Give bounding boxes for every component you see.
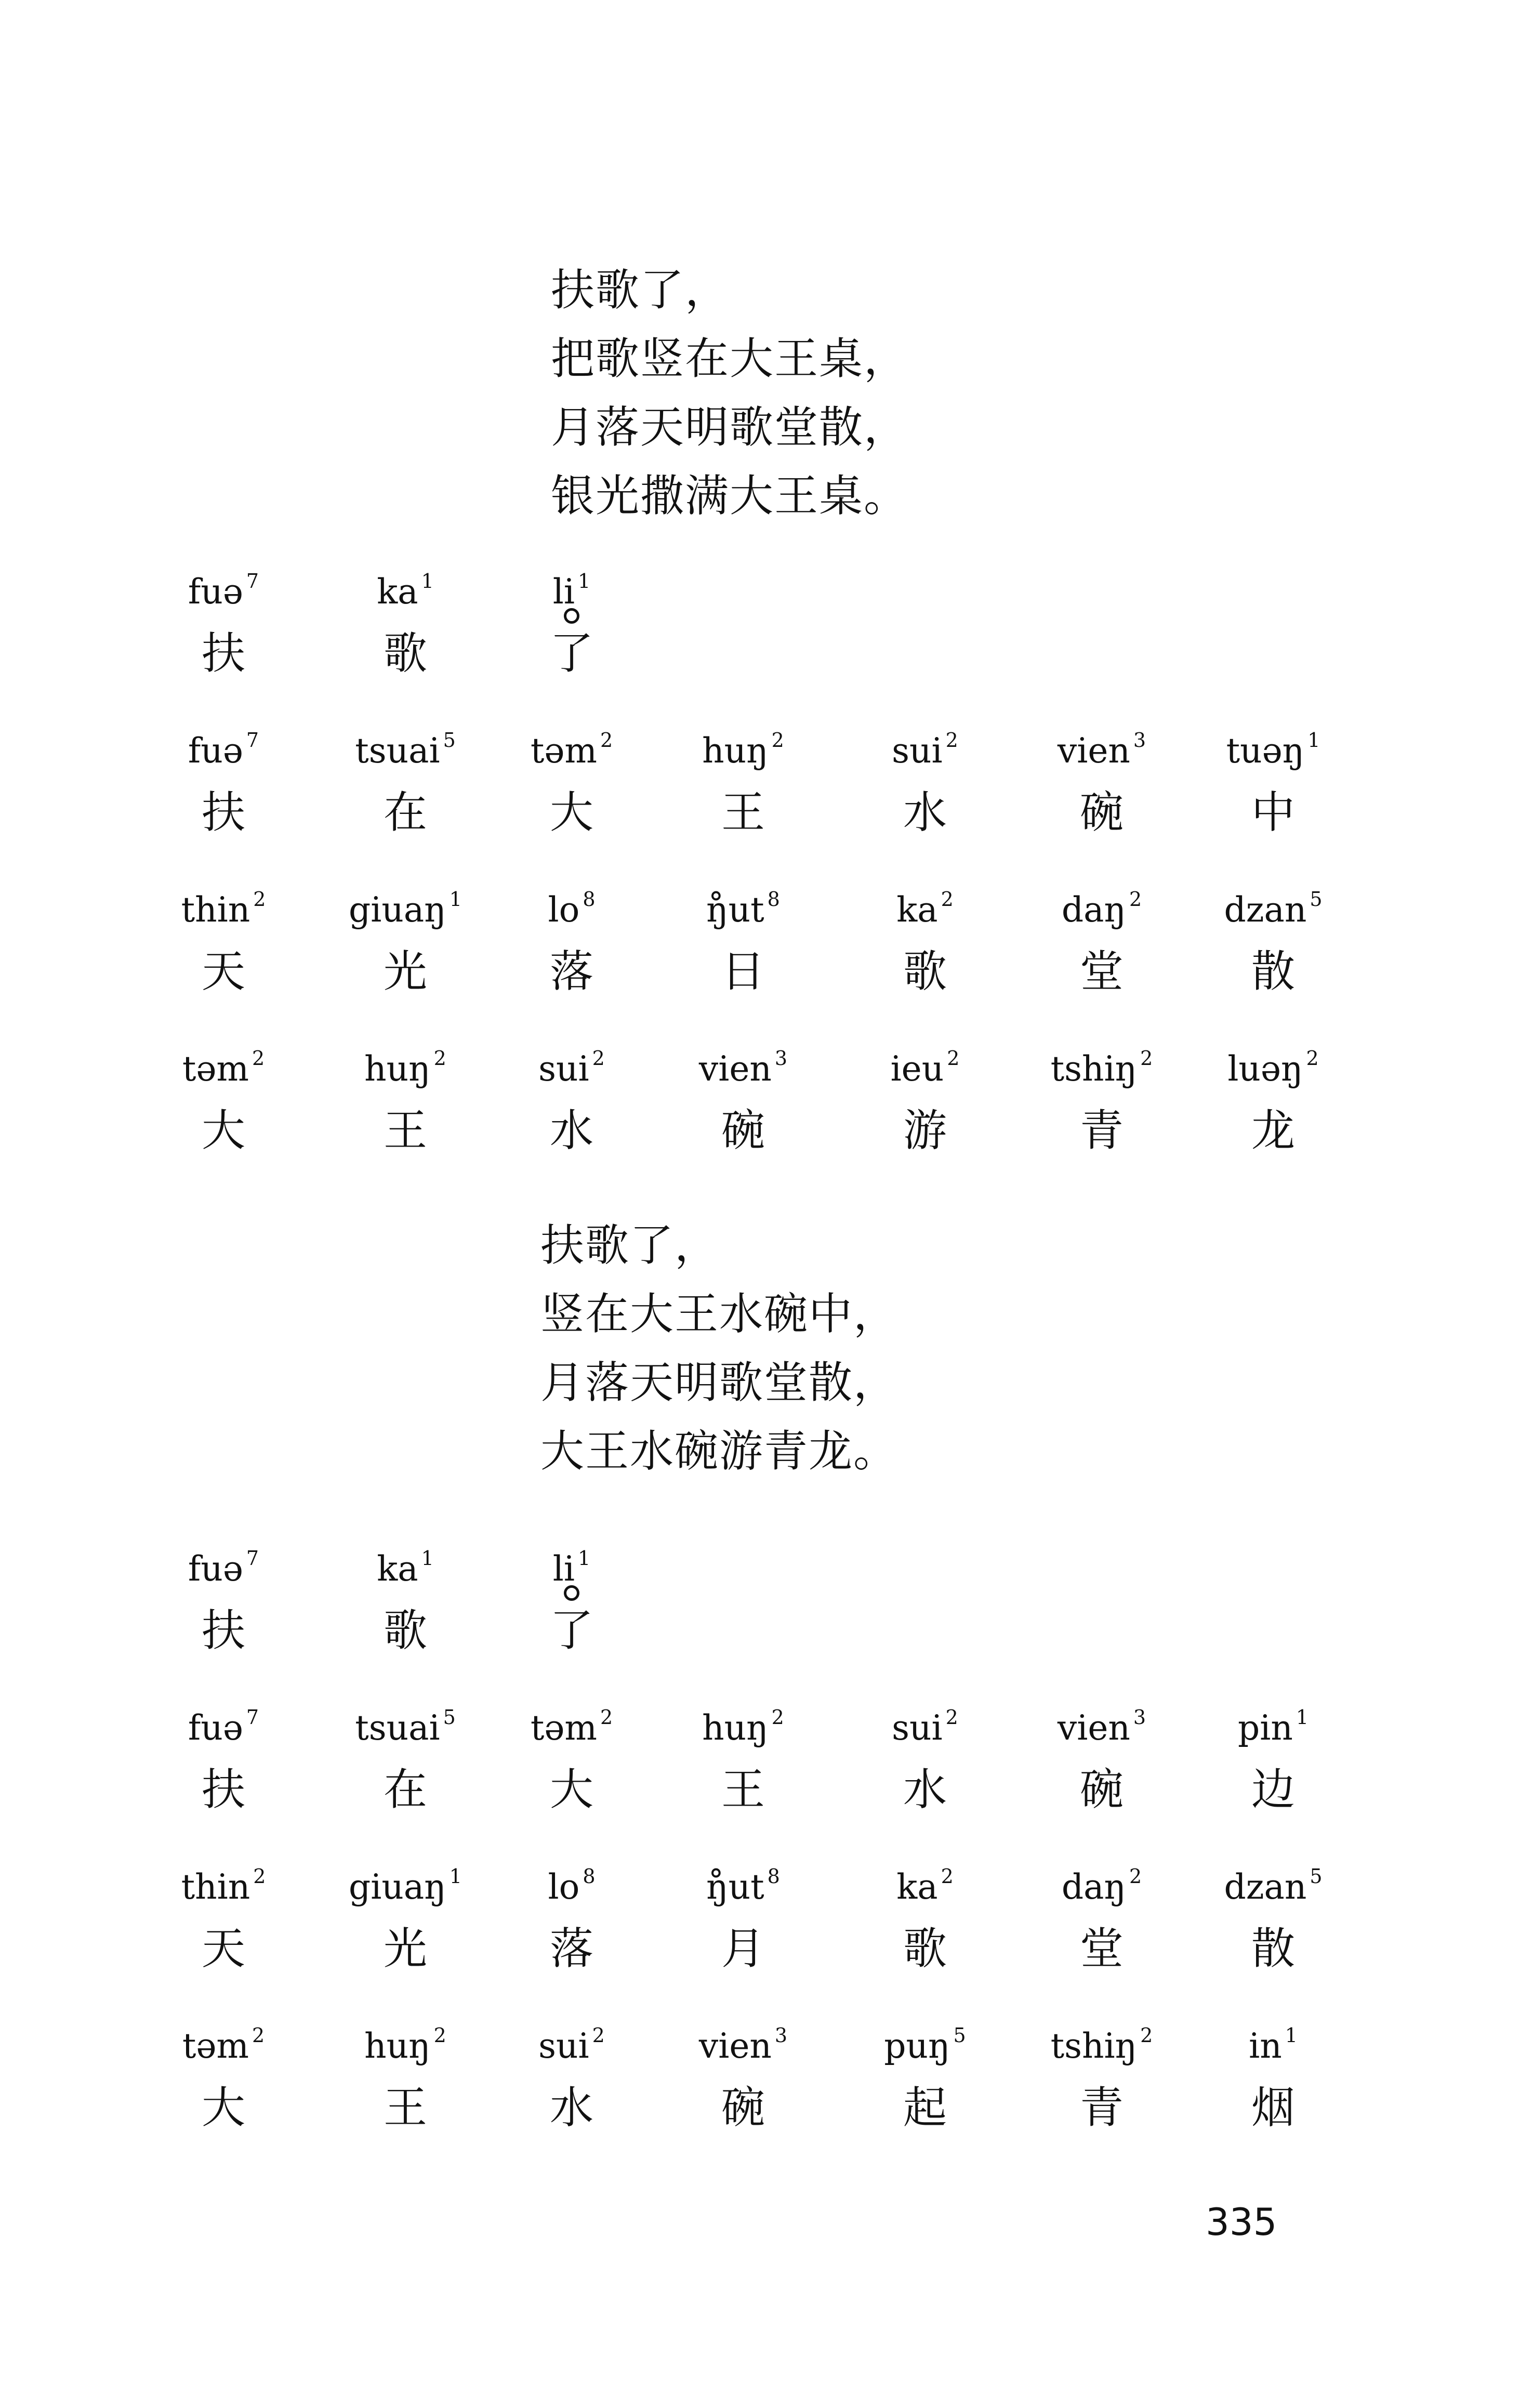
chinese-character: 碗 <box>721 2082 765 2133</box>
romanization-line <box>0 556 1533 612</box>
syllable-text: vien <box>1057 1708 1130 1748</box>
tone-number: 2 <box>1129 888 1142 911</box>
tone-number: 2 <box>600 1706 613 1729</box>
romanized-syllable <box>665 874 821 935</box>
chinese-character: 了 <box>549 628 593 679</box>
chinese-character: 堂 <box>1079 1923 1124 1974</box>
romanization-line <box>0 1533 1533 1589</box>
romanization-line <box>0 2010 1533 2066</box>
full-stop-mark <box>564 1585 579 1601</box>
syllable-text: ŋ̊ut <box>706 890 764 930</box>
chinese-character: 大 <box>201 1105 245 1156</box>
tone-number: 3 <box>774 2024 788 2047</box>
syllable-text: sui <box>892 731 943 771</box>
chinese-character: 了 <box>549 1605 593 1656</box>
character-line <box>0 1761 1533 1818</box>
romanized-syllable <box>1195 874 1351 935</box>
syllable-text: ka <box>896 890 938 930</box>
chinese-character: 起 <box>903 2082 947 2133</box>
romanization-line <box>0 874 1533 930</box>
verse-line: 月落天明歌堂散， <box>551 402 909 453</box>
romanized-syllable <box>665 1033 821 1094</box>
tone-number: 8 <box>767 1865 780 1888</box>
full-stop-mark <box>564 608 579 624</box>
chinese-character: 扶 <box>201 1605 245 1656</box>
chinese-character: 水 <box>903 787 947 838</box>
page-number: 335 <box>1206 2200 1277 2244</box>
syllable-text: li <box>552 572 575 612</box>
gloss-row <box>0 2010 1533 2133</box>
character-line <box>0 784 1533 841</box>
tone-number: 1 <box>1307 729 1320 752</box>
character-line <box>0 2079 1533 2136</box>
verse-line: 扶歌了， <box>540 1220 720 1271</box>
tone-number: 3 <box>1133 1706 1146 1729</box>
tone-number: 2 <box>1129 1865 1142 1888</box>
tone-number: 1 <box>1285 2024 1298 2047</box>
chinese-character: 光 <box>383 946 427 997</box>
chinese-character: 大 <box>201 2082 245 2133</box>
romanized-syllable <box>494 1692 650 1753</box>
syllable-text: dzan <box>1224 1867 1307 1907</box>
tone-number: 2 <box>941 888 954 911</box>
gloss-row <box>0 1692 1533 1815</box>
romanized-syllable <box>1195 2010 1351 2071</box>
verse-line: 竖在大王水碗中， <box>540 1288 898 1339</box>
tone-number: 2 <box>1140 2024 1153 2047</box>
romanized-syllable <box>847 874 1003 935</box>
chinese-character: 扶 <box>201 787 245 838</box>
syllable-text: puŋ <box>884 2026 950 2066</box>
tone-number: 5 <box>443 1706 456 1729</box>
tone-number: 7 <box>246 729 259 752</box>
tone-number: 2 <box>252 1047 265 1070</box>
romanized-syllable <box>327 1851 483 1912</box>
tone-number: 2 <box>433 2024 446 2047</box>
chinese-character: 光 <box>383 1923 427 1974</box>
tone-number: 1 <box>578 1547 591 1570</box>
romanized-syllable <box>1195 1033 1351 1094</box>
syllable-text: huŋ <box>364 1049 431 1089</box>
syllable-text: təm <box>530 731 597 771</box>
chinese-character: 扶 <box>201 1764 245 1815</box>
chinese-character: 歌 <box>383 1605 427 1656</box>
chinese-character: 堂 <box>1079 946 1124 997</box>
tone-number: 2 <box>941 1865 954 1888</box>
romanized-syllable <box>1195 1851 1351 1912</box>
syllable-text: tshiŋ <box>1050 1049 1138 1089</box>
romanized-syllable <box>146 874 301 935</box>
tone-number: 2 <box>771 729 784 752</box>
chinese-character: 青 <box>1079 1105 1124 1156</box>
tone-number: 2 <box>592 1047 605 1070</box>
romanized-syllable <box>1024 2010 1180 2071</box>
syllable-text: giuaŋ <box>349 890 446 930</box>
tone-number: 7 <box>246 1547 259 1570</box>
chinese-character: 大 <box>549 787 593 838</box>
tone-number: 1 <box>421 1547 434 1570</box>
chinese-character: 龙 <box>1251 1105 1295 1156</box>
romanized-syllable <box>146 715 301 776</box>
gloss-row <box>0 1033 1533 1156</box>
tone-number: 3 <box>1133 729 1146 752</box>
tone-number: 2 <box>1306 1047 1319 1070</box>
chinese-character: 在 <box>383 1764 427 1815</box>
romanized-syllable <box>327 1692 483 1753</box>
chinese-character: 天 <box>201 1923 245 1974</box>
chinese-character: 落 <box>549 946 593 997</box>
verse-line: 扶歌了， <box>551 265 730 315</box>
tone-number: 7 <box>246 570 259 593</box>
chinese-character: 青 <box>1079 2082 1124 2133</box>
romanized-syllable <box>1195 715 1351 776</box>
syllable-text: vien <box>698 2026 772 2066</box>
romanization-line <box>0 1692 1533 1748</box>
romanized-syllable <box>665 715 821 776</box>
chinese-character: 落 <box>549 1923 593 1974</box>
tone-number: 5 <box>1310 1865 1323 1888</box>
tone-number: 2 <box>771 1706 784 1729</box>
chinese-character: 天 <box>201 946 245 997</box>
chinese-character: 水 <box>549 1105 593 1156</box>
romanized-syllable <box>847 1851 1003 1912</box>
chinese-character: 碗 <box>721 1105 765 1156</box>
gloss-row <box>0 715 1533 838</box>
romanized-syllable <box>146 556 301 617</box>
syllable-text: in <box>1249 2026 1282 2066</box>
syllable-text: thin <box>181 890 250 930</box>
tone-number: 2 <box>947 1047 960 1070</box>
romanized-syllable <box>146 1692 301 1753</box>
syllable-text: təm <box>530 1708 597 1748</box>
syllable-text: huŋ <box>702 1708 769 1748</box>
tone-number: 1 <box>1296 1706 1309 1729</box>
tone-number: 2 <box>253 1865 266 1888</box>
romanized-syllable <box>847 1692 1003 1753</box>
chinese-character: 在 <box>383 787 427 838</box>
syllable-text: daŋ <box>1061 1867 1126 1907</box>
romanized-syllable <box>1195 1692 1351 1753</box>
chinese-character: 边 <box>1251 1764 1295 1815</box>
syllable-text: tuəŋ <box>1226 731 1305 771</box>
chinese-character: 王 <box>383 1105 427 1156</box>
tone-number: 7 <box>246 1706 259 1729</box>
romanized-syllable <box>146 1533 301 1594</box>
verse-stanza-2 <box>540 1211 898 1485</box>
romanized-syllable <box>847 1033 1003 1094</box>
romanized-syllable <box>146 1851 301 1912</box>
gloss-row <box>0 1851 1533 1974</box>
gloss-row <box>0 874 1533 997</box>
verse-line: 大王水碗游青龙。 <box>540 1426 898 1477</box>
romanized-syllable <box>327 1533 483 1594</box>
syllable-text: pin <box>1237 1708 1293 1748</box>
romanized-syllable <box>327 1033 483 1094</box>
syllable-text: tsuai <box>355 731 440 771</box>
romanized-syllable <box>494 1851 650 1912</box>
tone-number: 5 <box>1310 888 1323 911</box>
syllable-text: ŋ̊ut <box>706 1867 764 1907</box>
syllable-text: lo <box>548 1867 580 1907</box>
chinese-character: 大 <box>549 1764 593 1815</box>
chinese-character: 游 <box>903 1105 947 1156</box>
verse-stanza-1 <box>551 256 908 530</box>
tone-number: 5 <box>953 2024 966 2047</box>
romanized-syllable <box>146 2010 301 2071</box>
syllable-text: ka <box>377 1549 418 1589</box>
tone-number: 8 <box>583 888 596 911</box>
syllable-text: huŋ <box>702 731 769 771</box>
syllable-text: huŋ <box>364 2026 431 2066</box>
romanized-syllable <box>327 874 483 935</box>
chinese-character: 碗 <box>1079 787 1124 838</box>
romanized-syllable <box>146 1033 301 1094</box>
character-line <box>0 1920 1533 1977</box>
tone-number: 2 <box>433 1047 446 1070</box>
verse-line: 银光撒满大王桌。 <box>551 470 909 521</box>
romanized-syllable <box>847 2010 1003 2071</box>
romanization-line <box>0 1033 1533 1089</box>
chinese-character: 散 <box>1251 1923 1295 1974</box>
romanized-syllable <box>327 2010 483 2071</box>
syllable-text: sui <box>892 1708 943 1748</box>
romanized-syllable <box>1024 715 1180 776</box>
verse-line: 月落天明歌堂散， <box>540 1357 898 1408</box>
character-line <box>0 625 1533 682</box>
syllable-text: daŋ <box>1061 890 1126 930</box>
syllable-text: lo <box>548 890 580 930</box>
syllable-text: sui <box>538 1049 589 1089</box>
romanized-syllable <box>1024 1033 1180 1094</box>
romanized-syllable <box>1024 1692 1180 1753</box>
tone-number: 2 <box>945 1706 958 1729</box>
romanized-syllable <box>665 2010 821 2071</box>
syllable-text: tshiŋ <box>1050 2026 1138 2066</box>
syllable-text: ieu <box>890 1049 944 1089</box>
chinese-character: 歌 <box>903 1923 947 1974</box>
romanized-syllable <box>494 874 650 935</box>
tone-number: 2 <box>1140 1047 1153 1070</box>
chinese-character: 王 <box>721 1764 765 1815</box>
romanized-syllable <box>494 715 650 776</box>
verse-line: 把歌竖在大王桌， <box>551 333 909 384</box>
romanized-syllable <box>847 715 1003 776</box>
character-line <box>0 1102 1533 1159</box>
syllable-text: giuaŋ <box>349 1867 446 1907</box>
romanization-line <box>0 715 1533 771</box>
chinese-character: 王 <box>383 2082 427 2133</box>
syllable-text: luəŋ <box>1227 1049 1303 1089</box>
tone-number: 2 <box>252 2024 265 2047</box>
syllable-text: təm <box>182 2026 249 2066</box>
romanized-syllable <box>665 1692 821 1753</box>
syllable-text: fuə <box>188 1549 243 1589</box>
chinese-character: 月 <box>721 1923 765 1974</box>
gloss-row <box>0 1533 1533 1656</box>
chinese-character: 王 <box>721 787 765 838</box>
syllable-text: dzan <box>1224 890 1307 930</box>
character-line <box>0 1602 1533 1659</box>
tone-number: 8 <box>767 888 780 911</box>
syllable-text: ka <box>896 1867 938 1907</box>
tone-number: 1 <box>578 570 591 593</box>
tone-number: 3 <box>774 1047 788 1070</box>
syllable-text: fuə <box>188 731 243 771</box>
syllable-text: vien <box>1057 731 1130 771</box>
tone-number: 8 <box>583 1865 596 1888</box>
syllable-text: təm <box>182 1049 249 1089</box>
romanized-syllable <box>665 1851 821 1912</box>
tone-number: 1 <box>449 888 462 911</box>
chinese-character: 日 <box>721 946 765 997</box>
tone-number: 2 <box>253 888 266 911</box>
tone-number: 1 <box>449 1865 462 1888</box>
tone-number: 1 <box>421 570 434 593</box>
romanized-syllable <box>494 2010 650 2071</box>
syllable-text: li <box>552 1549 575 1589</box>
character-line <box>0 943 1533 1000</box>
tone-number: 2 <box>600 729 613 752</box>
romanized-syllable <box>327 715 483 776</box>
romanized-syllable <box>1024 874 1180 935</box>
syllable-text: tsuai <box>355 1708 440 1748</box>
syllable-text: sui <box>538 2026 589 2066</box>
chinese-character: 散 <box>1251 946 1295 997</box>
chinese-character: 烟 <box>1251 2082 1295 2133</box>
chinese-character: 中 <box>1251 787 1295 838</box>
tone-number: 2 <box>945 729 958 752</box>
syllable-text: ka <box>377 572 418 612</box>
chinese-character: 水 <box>903 1764 947 1815</box>
gloss-row <box>0 556 1533 679</box>
romanization-line <box>0 1851 1533 1907</box>
romanized-syllable <box>494 1033 650 1094</box>
chinese-character: 水 <box>549 2082 593 2133</box>
tone-number: 2 <box>592 2024 605 2047</box>
syllable-text: fuə <box>188 572 243 612</box>
chinese-character: 歌 <box>383 628 427 679</box>
syllable-text: vien <box>698 1049 772 1089</box>
chinese-character: 扶 <box>201 628 245 679</box>
syllable-text: fuə <box>188 1708 243 1748</box>
tone-number: 5 <box>443 729 456 752</box>
syllable-text: thin <box>181 1867 250 1907</box>
romanized-syllable <box>1024 1851 1180 1912</box>
romanized-syllable <box>327 556 483 617</box>
chinese-character: 歌 <box>903 946 947 997</box>
chinese-character: 碗 <box>1079 1764 1124 1815</box>
